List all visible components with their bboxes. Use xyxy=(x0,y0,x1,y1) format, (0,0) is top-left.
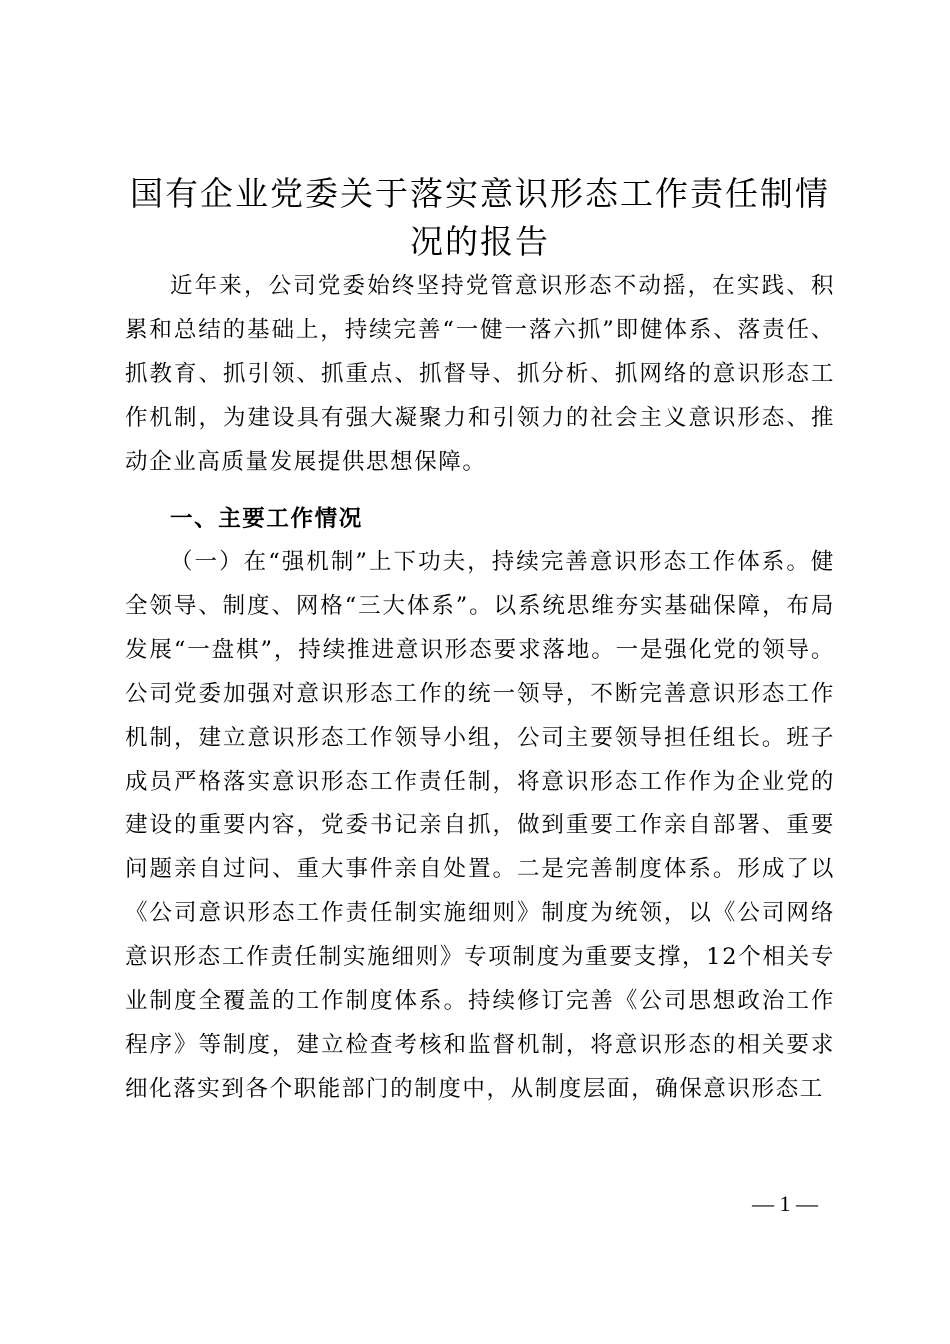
subsection-heading: （一）在“强机制”上下功夫，持续完善意识形态工作体系。 xyxy=(170,549,811,575)
page-number: — 1 — xyxy=(752,1191,818,1216)
section-heading: 一、主要工作情况 xyxy=(170,506,363,532)
document-title: 国有企业党委关于落实意识形态工作责任制情况的报告 xyxy=(130,174,830,261)
section-paragraph xyxy=(125,541,835,1112)
intro-paragraph: 近年来，公司党委始终坚持党管意识形态不动摇，在实践、积累和总结的基础上，持续完善“一健一落六抓”即健体系、落责任、抓教育、抓引领、抓重点、抓督导、抓分析、抓网络的意识形态工作机制，为建设具有强大凝聚力和引领力的社会主义意识形态、推动企业高质量发展提供思想保障。 xyxy=(125,273,835,475)
subsection-body: 健全领导、制度、网格“三大体系”。以系统思维夯实基础保障，布局发展“一盘棋”，持续推进意识形态要求落地。一是强化党的领导。公司党委加强对意识形态工作的统一领导，不断完善意识形态工作机制，建立意识形态工作领导小组，公司主要领导担任组长。班子成员严格落实意识形态工作责任制，将意识形态工作作为企业党的建设的重要内容，党委书记亲自抓，做到重要工作亲自部署、重要问题亲自过问、重大事件亲自处置。二是完善制度体系。形成了以《公司意识形态工作责任制实施细则》制度为统领，以《公司网络意识形态工作责任制实施细则》专项制度为重要支撑，12个相关专业制度全覆盖的工作制度体系。持续修订完善《公司思想政治工作程序》等制度，建立检查考核和监督机制，将意识形态的相关要求细化落实到各个职能部门的制度中，从制度层面，确保意识形态工 xyxy=(125,549,835,1102)
